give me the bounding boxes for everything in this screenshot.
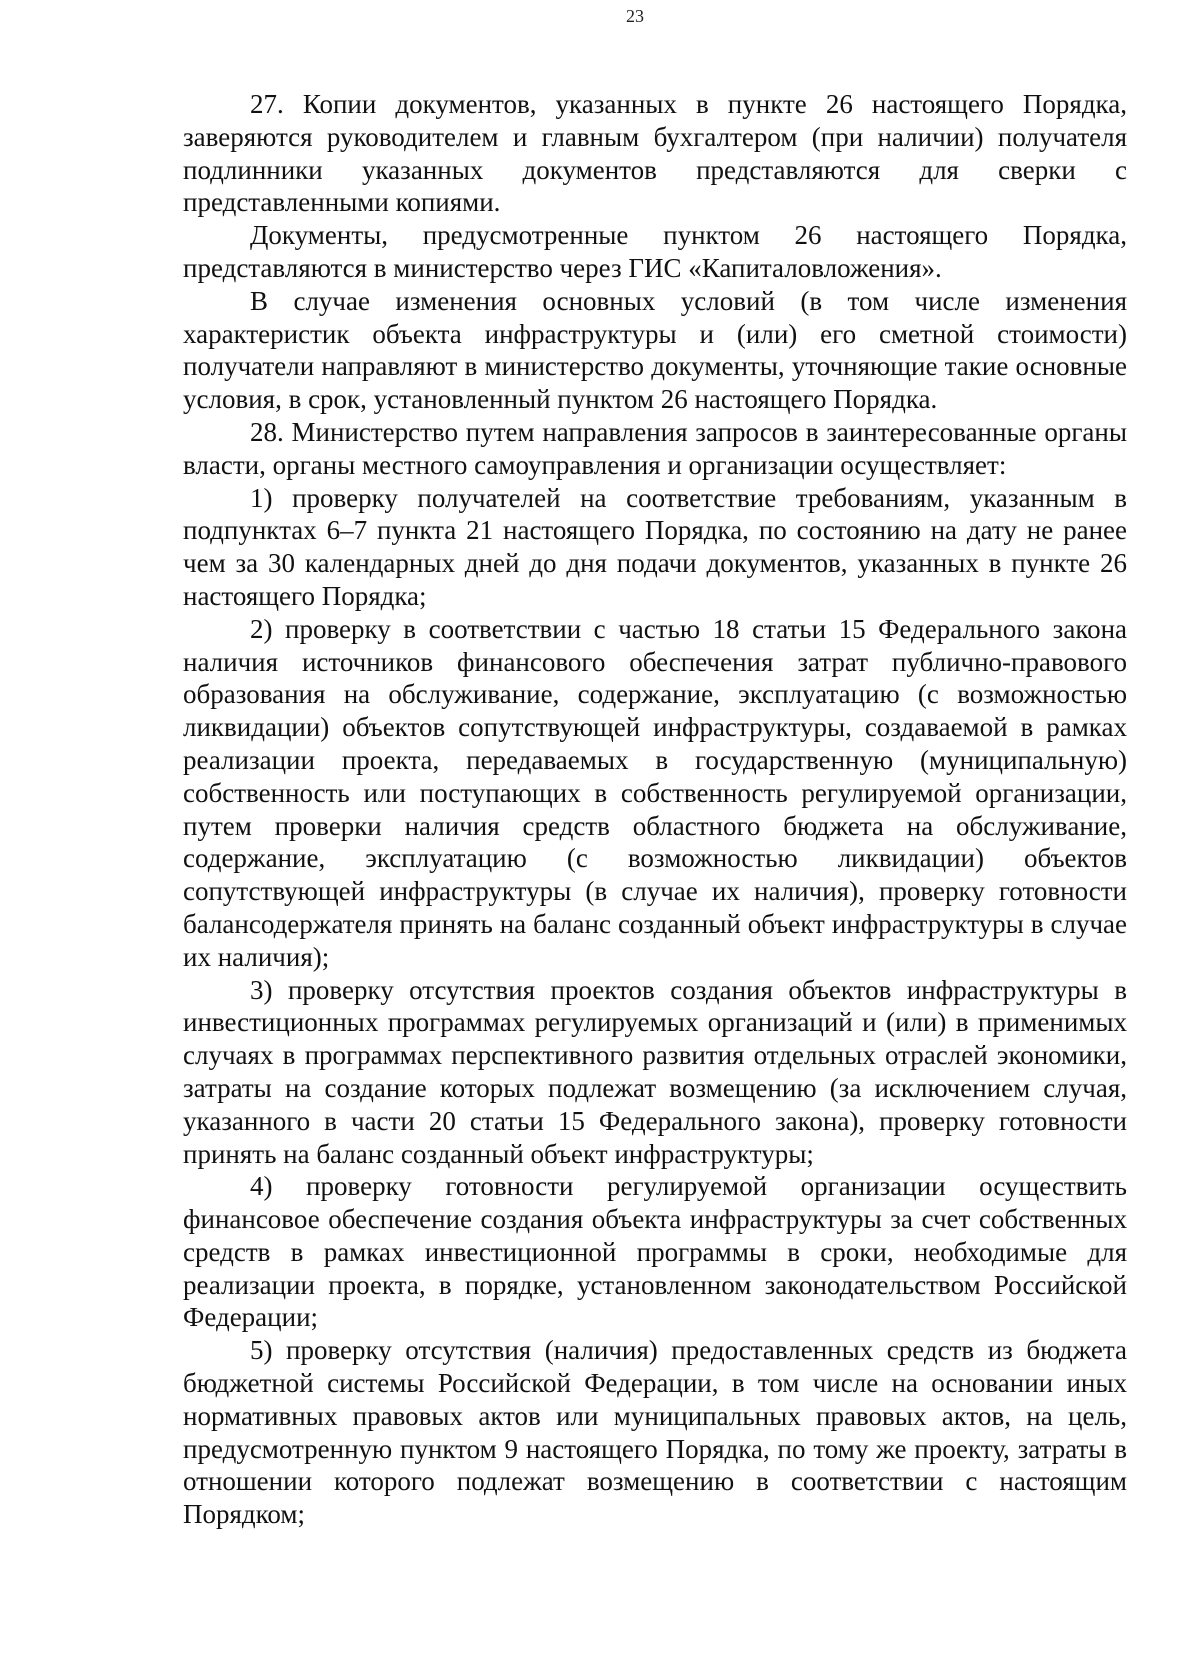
paragraph-documents-gis: Документы, предусмотренные пунктом 26 настоящего Порядка, представляются в министерство через ГИС «Капиталовложения». — [183, 220, 1127, 283]
list-item-5: 5) проверку отсутствия (наличия) предоставленных средств из бюджета бюджетной системы Российской Федерации, в том числе на основании иных нормативных правовых актов или муниципальных правовых актов, на цель, предусмотренную пунктом 9 настоящего Порядка, по тому же проекту, затраты в отношении которого подлежат возмещению в соответствии с настоящим Порядком; — [183, 1335, 1127, 1530]
paragraph-change-conditions: В случае изменения основных условий (в том числе изменения характеристик объекта инфраструктуры и (или) его сметной стоимости) получатели направляют в министерство документы, уточняющие такие основные условия, в срок, установленный пунктом 26 настоящего Порядка. — [183, 285, 1127, 415]
page-number: 23 — [626, 6, 644, 26]
list-item-3: 3) проверку отсутствия проектов создания объектов инфраструктуры в инвестиционных программах регулируемых организаций и (или) в применимых случаях в программах перспективного развития отдельных отраслей экономики, затраты на создание которых подлежат возмещению (за исключением случая, указанного в части 20 статьи 15 Федерального закона), проверку готовности принять на баланс созданный объект инфраструктуры; — [183, 974, 1127, 1169]
paragraph-27-copies: 27. Копии документов, указанных в пункте 26 настоящего Порядка, заверяются руководителем и главным бухгалтером (при наличии) получателя подлинники указанных документов представляются для сверки с представленными копиями. — [183, 89, 1127, 218]
list-item-1: 1) проверку получателей на соответствие требованиям, указанным в подпунктах 6–7 пункта 21 настоящего Порядка, по состоянию на дату не ранее чем за 30 календарных дней до дня подачи документов, указанных в пункте 26 настоящего Порядка; — [183, 482, 1127, 611]
document-body — [183, 88, 1127, 1531]
paragraph-28-ministry-checks: 28. Министерство путем направления запросов в заинтересованные органы власти, органы местного самоуправления и организации осуществляет: — [183, 416, 1127, 480]
list-item-4: 4) проверку готовности регулируемой организации осуществить финансовое обеспечение создания объекта инфраструктуры за счет собственных средств в рамках инвестиционной программы в сроки, необходимые для реализации проекта, в порядке, установленном законодательством Российской Федерации; — [183, 1171, 1127, 1333]
list-item-2: 2) проверку в соответствии с частью 18 статьи 15 Федерального закона наличия источников финансового обеспечения затрат публично-правового образования на обслуживание, содержание, эксплуатацию (с возможностью ликвидации) объектов сопутствующей инфраструктуры, создаваемой в рамках реализации проекта, передаваемых в государственную (муниципальную) собственность или поступающих в собственность регулируемой организации, путем проверки наличия средств областного бюджета на обслуживание, содержание, эксплуатацию (с возможностью ликвидации) объектов сопутствующей инфраструктуры (в случае их наличия), проверку готовности балансодержателя принять на баланс созданный объект инфраструктуры в случае их наличия); — [183, 613, 1127, 972]
